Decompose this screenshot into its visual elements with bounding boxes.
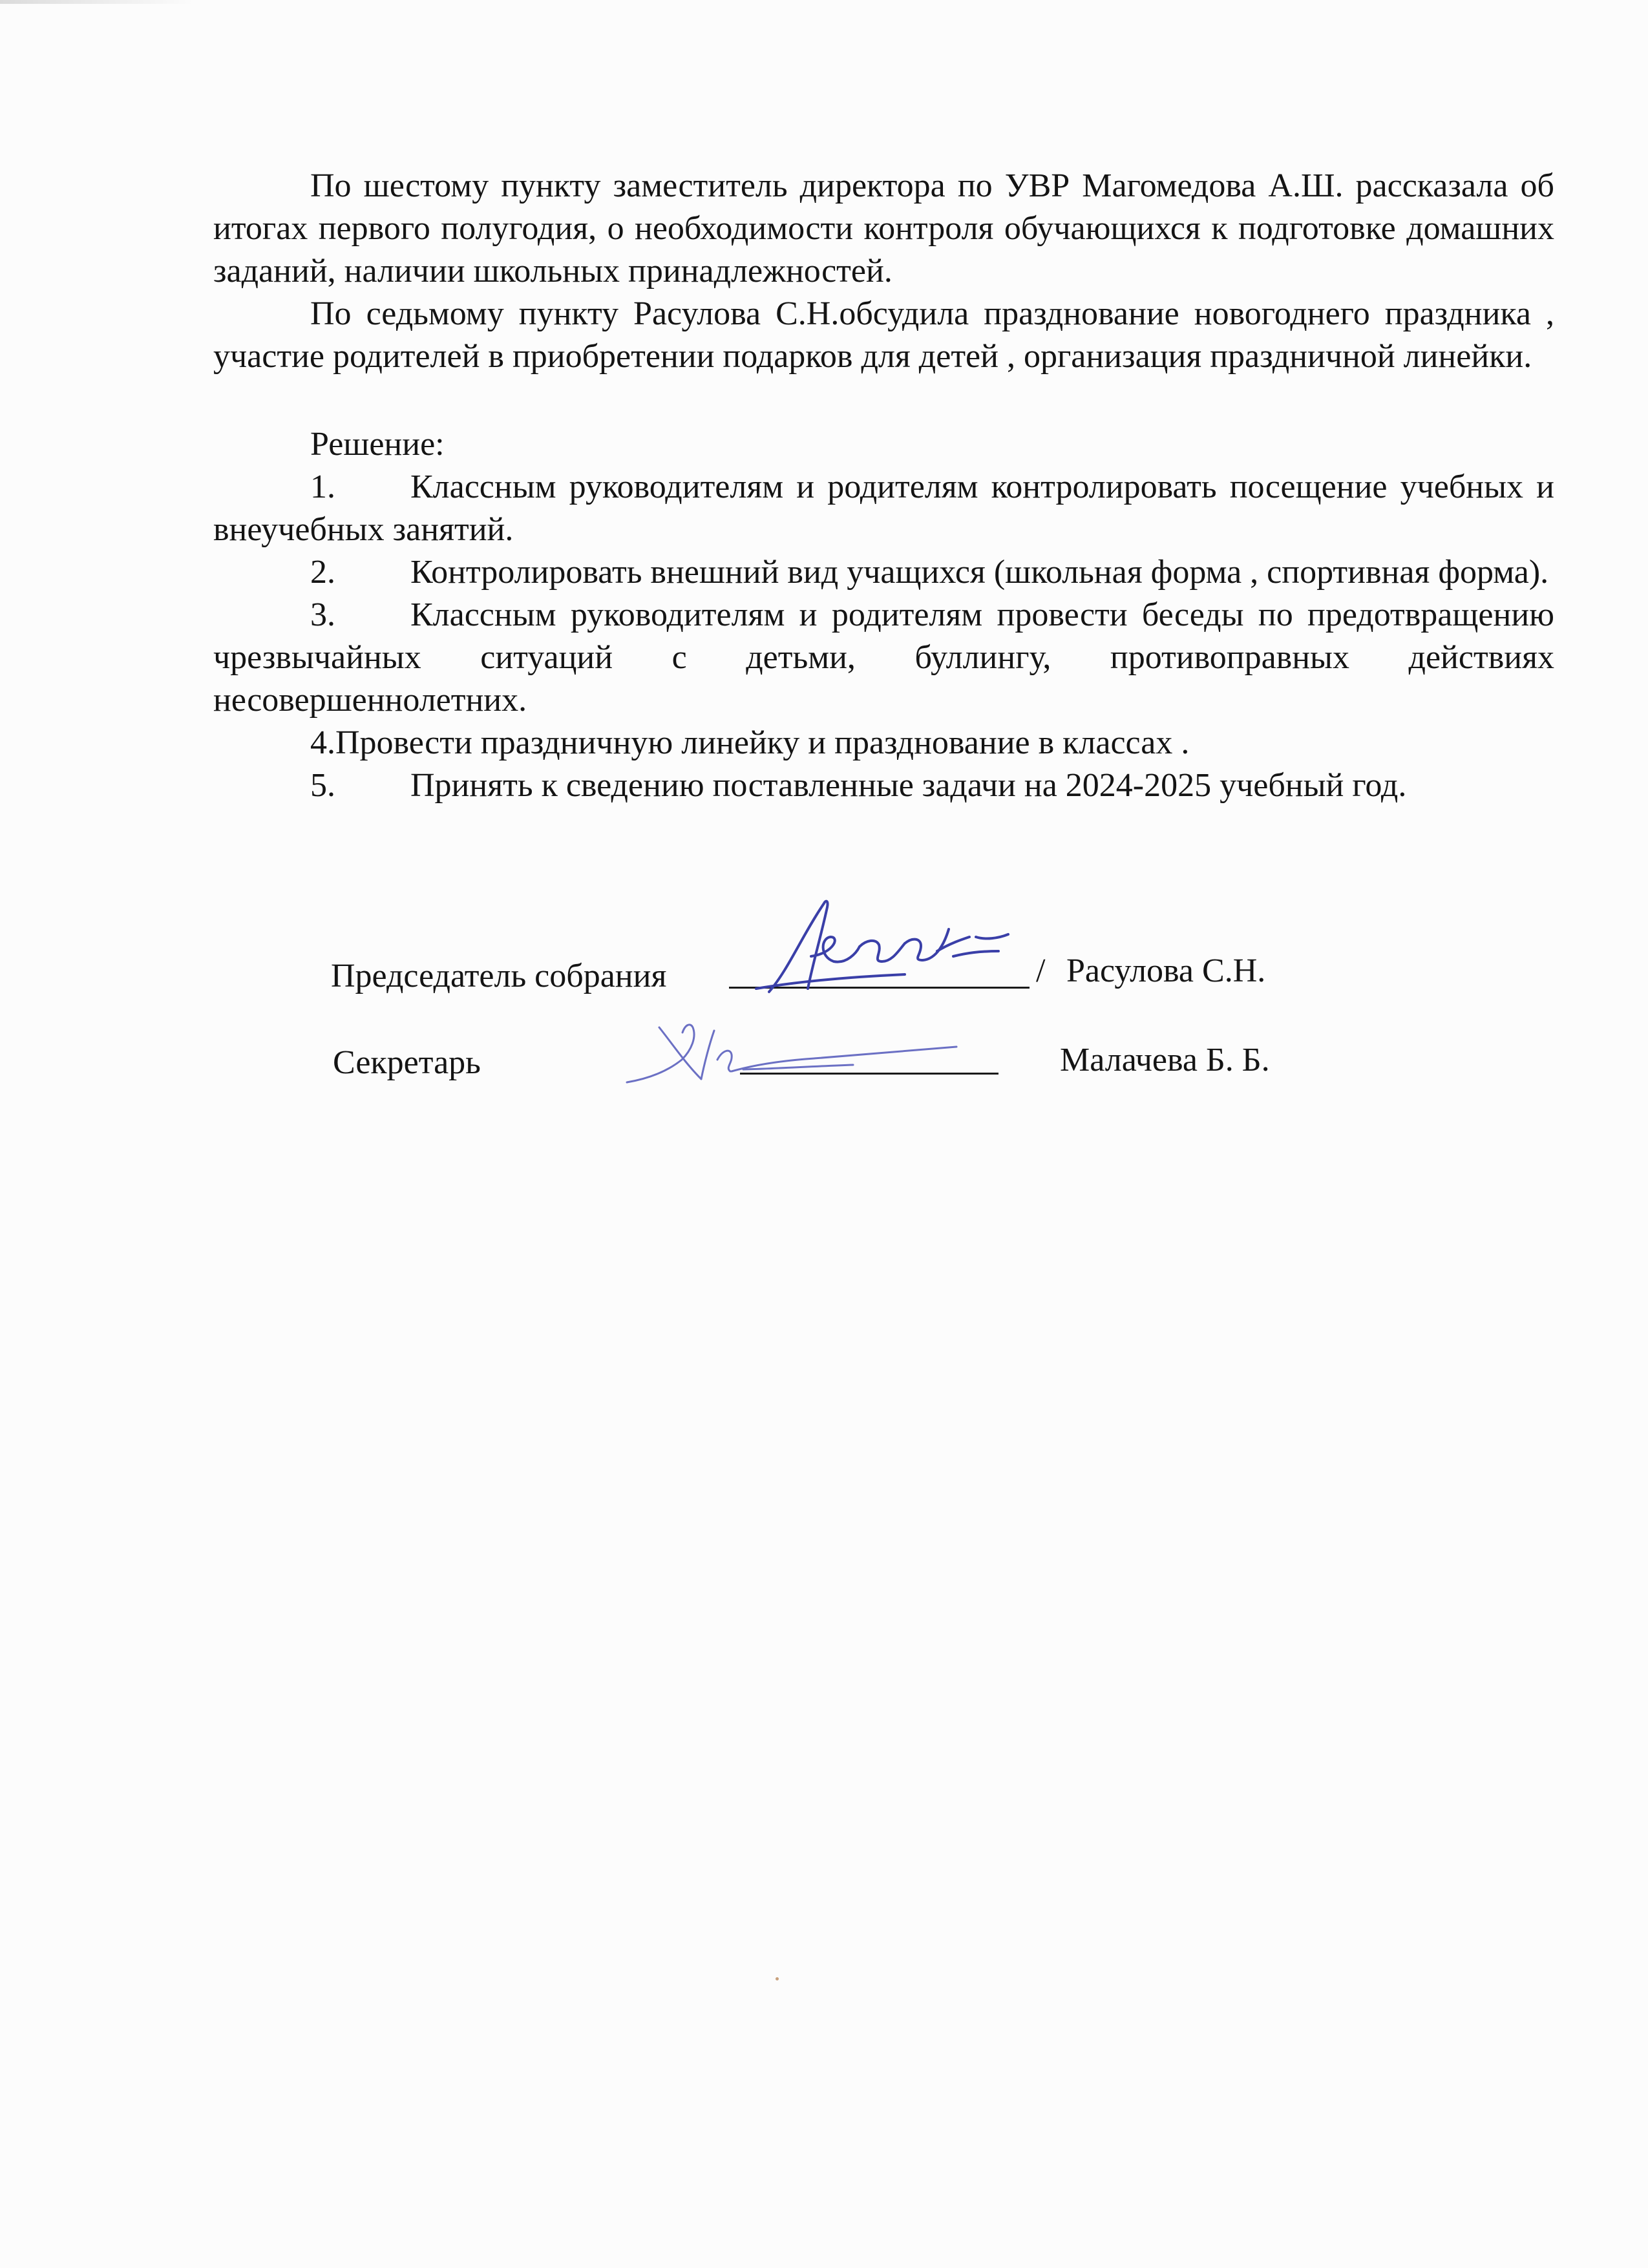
decision-item-number: 5. xyxy=(310,767,335,804)
secretary-signature-image xyxy=(620,1014,969,1092)
decision-item-2 xyxy=(213,551,1554,594)
scan-speck xyxy=(776,1977,779,1980)
decision-item-3 xyxy=(213,594,1554,722)
secretary-name: Малачева Б. Б. xyxy=(1060,1042,1270,1078)
chair-signature-image xyxy=(743,892,1028,1005)
chair-separator: / xyxy=(1036,952,1046,989)
spacer xyxy=(213,378,1554,423)
paragraph-item-6: По шестому пункту заместитель директора по УВР Магомедова А.Ш. рассказала об итогах первого полугодия, о необходимости контроля обучающихся к подготовке домашних заданий, наличии школьных принадлежностей. xyxy=(213,167,1554,289)
decision-item-1 xyxy=(213,466,1554,551)
decision-item-text: 4.Провести праздничную линейку и празднование в классах . xyxy=(310,724,1190,761)
paragraph-item-7: По седьмому пункту Расулова С.Н.обсудила празднование новогоднего праздника , участие родителей в приобретении подарков для детей , организация праздничной линейки. xyxy=(213,295,1554,375)
chair-name: Расулова С.Н. xyxy=(1066,952,1266,989)
decision-item-number: 1. xyxy=(310,468,335,505)
decision-item-number: 2. xyxy=(310,554,335,591)
decision-item-4 xyxy=(213,722,1554,764)
decision-item-text: Контролировать внешний вид учащихся (школьная форма , спортивная форма). xyxy=(410,554,1549,591)
decision-item-text: Классным руководителям и родителям контролировать посещение учебных и внеучебных занятий. xyxy=(213,468,1554,548)
decision-heading: Решение: xyxy=(310,426,445,463)
secretary-label: Секретарь xyxy=(333,1044,481,1081)
document-body xyxy=(213,165,1554,807)
decision-item-text: Принять к сведению поставленные задачи на 2024-2025 учебный год. xyxy=(410,767,1407,804)
decision-item-number: 3. xyxy=(310,596,335,633)
chair-label: Председатель собрания xyxy=(331,958,667,994)
decision-item-5 xyxy=(213,764,1554,807)
scan-edge-shadow xyxy=(0,0,194,4)
decision-item-text: Классным руководителям и родителям провести беседы по предотвращению чрезвычайных ситуаций с детьми, буллингу, противоправных действиях несовершеннолетних. xyxy=(213,596,1554,719)
